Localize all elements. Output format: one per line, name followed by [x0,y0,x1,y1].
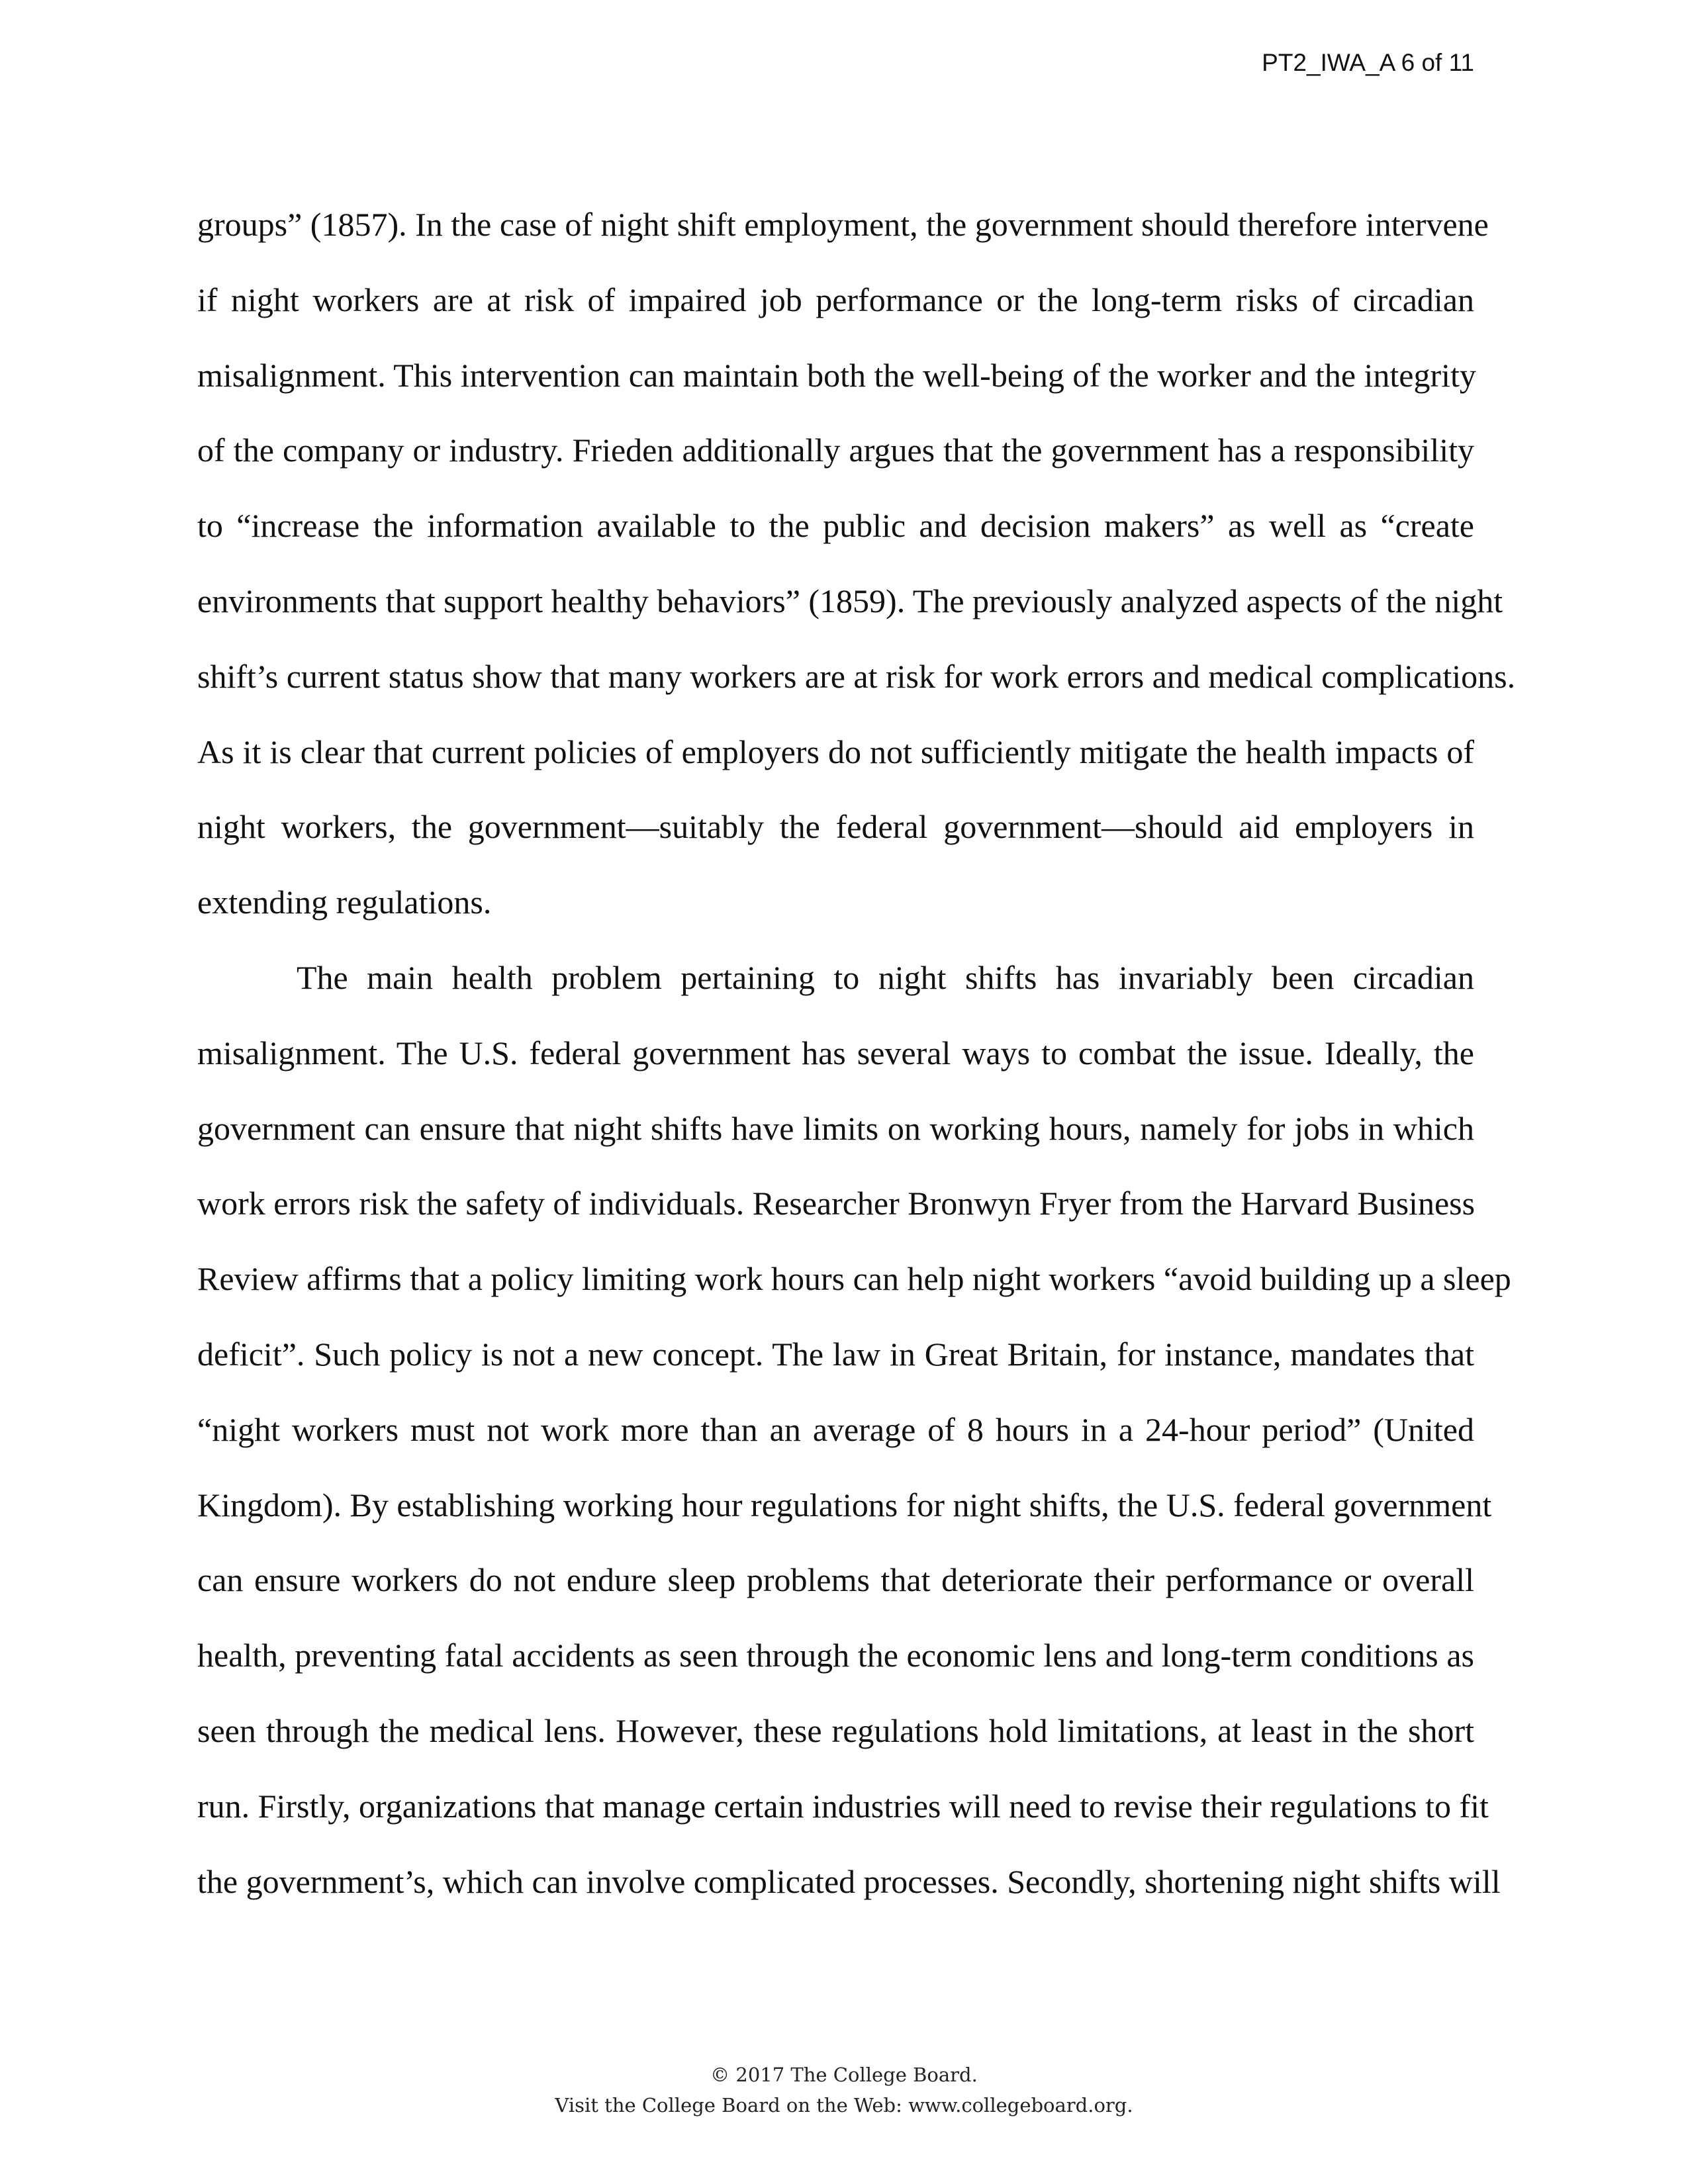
document-body [197,187,1516,1919]
page-header: PT2_IWA_A 6 of 11 [1262,49,1474,76]
paragraph-1 [197,187,1516,940]
text-line: Review affirms that a policy limiting work hours can help night workers “avoid building up a sleep [197,1260,1511,1298]
text-line: night workers, the government—suitably the federal government—should aid employers in [197,808,1474,846]
text-line: The main health problem pertaining to night shifts has invariably been circadian [297,958,1474,996]
text-line: the government’s, which can involve complicated processes. Secondly, shortening night shifts will [197,1862,1501,1900]
text-line: Kingdom). By establishing working hour regulations for night shifts, the U.S. federal government [197,1486,1492,1524]
footer-copyright: © 2017 The College Board. [710,2064,978,2086]
text-line: “night workers must not work more than an average of 8 hours in a 24-hour period” (United [197,1410,1474,1448]
text-line: misalignment. This intervention can maintain both the well-being of the worker and the integrity [197,356,1476,394]
page-footer [0,2060,1688,2120]
text-line: can ensure workers do not endure sleep problems that deteriorate their performance or overall [197,1561,1474,1599]
text-line: environments that support healthy behaviors” (1859). The previously analyzed aspects of the night [197,582,1503,619]
text-line: As it is clear that current policies of employers do not sufficiently mitigate the health impacts of [197,733,1474,770]
text-line: extending regulations. [197,884,492,921]
text-line: government can ensure that night shifts have limits on working hours, namely for jobs in which [197,1109,1474,1147]
footer-visit: Visit the College Board on the Web: www.collegeboard.org. [555,2094,1133,2116]
text-line: deficit”. Such policy is not a new concept. The law in Great Britain, for instance, mandates that [197,1335,1474,1373]
text-line: shift’s current status show that many workers are at risk for work errors and medical complications. [197,657,1516,695]
text-line: of the company or industry. Frieden additionally argues that the government has a responsibility [197,432,1474,469]
text-line: misalignment. The U.S. federal government has several ways to combat the issue. Ideally, the [197,1034,1474,1071]
text-line: work errors risk the safety of individuals. Researcher Bronwyn Fryer from the Harvard Business [197,1185,1476,1222]
text-line: seen through the medical lens. However, these regulations hold limitations, at least in the short [197,1711,1474,1749]
text-line: health, preventing fatal accidents as seen through the economic lens and long-term conditions as [197,1637,1474,1674]
text-line: to “increase the information available to the public and decision makers” as well as “create [197,507,1474,545]
paragraph-2 [197,940,1511,1919]
text-line: if night workers are at risk of impaired job performance or the long-term risks of circadian [197,281,1474,318]
text-line: run. Firstly, organizations that manage certain industries will need to revise their regulations to fit [197,1787,1489,1825]
text-line: groups” (1857). In the case of night shift employment, the government should therefore intervene [197,206,1489,243]
